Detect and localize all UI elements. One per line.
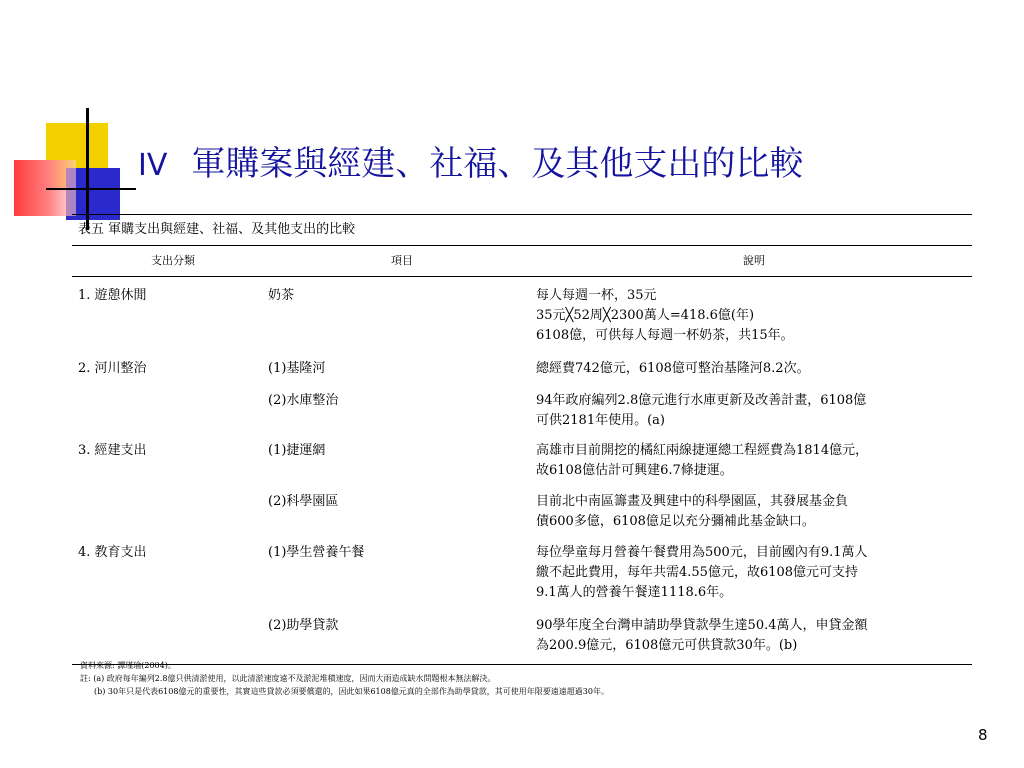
table-notes: [80, 659, 609, 698]
row-category: 4. 教育支出: [78, 545, 147, 560]
note-a: 註: (a) 政府每年編列2.8億只供清淤使用，以此清淤速度遠不及淤泥堆積速度，因而大雨造成缺水問題根本無法解決。: [80, 674, 496, 683]
row-item: (1)基隆河: [268, 361, 326, 376]
title-numeral: IV: [138, 148, 168, 183]
table-row: [72, 543, 972, 603]
row-description: 每人每週一杯，35元 35元╳52周╳2300萬人=418.6億(年) 6108億，可供每人每週一杯奶茶，共15年。: [536, 288, 794, 343]
table-row: [72, 616, 972, 656]
row-description: 94年政府編列2.8億元進行水庫更新及改善計畫，6108億 可供2181年使用。(a): [536, 393, 867, 428]
header-description: 說明: [743, 254, 765, 267]
note-source: 資料來源: 譚瑾瑜(2004)。: [80, 661, 176, 670]
note-b: (b) 30年只是代表6108億元的重要性，其實這些貸款必須要償還的，因此如果6108億元真的全部作為助學貸款，其可使用年限要遠遠超過30年。: [94, 687, 609, 696]
table-row: [72, 441, 972, 481]
header-item: 項目: [391, 254, 413, 267]
row-item: (2)科學園區: [268, 494, 339, 509]
row-category: [72, 492, 268, 532]
row-category: [72, 391, 268, 431]
header-category: 支出分類: [151, 254, 195, 267]
row-description: 總經費742億元，6108億可整治基隆河8.2次。: [536, 361, 810, 376]
slide-title: [138, 136, 803, 185]
table-row: [72, 492, 972, 532]
row-description: 高雄市目前開挖的橘紅兩線捷運總工程經費為1814億元， 故6108億估計可興建6.7條捷運。: [536, 443, 869, 478]
row-item: (2)水庫整治: [268, 393, 339, 408]
row-description: 90學年度全台灣申請助學貸款學生達50.4萬人，申貸金額 為200.9億元，6108億元可供貸款30年。(b): [536, 618, 868, 653]
row-item: (2)助學貸款: [268, 618, 339, 633]
table-header: [72, 245, 972, 277]
table-row: [72, 391, 972, 431]
table-caption: 表五 軍購支出與經建、社福、及其他支出的比較: [78, 222, 356, 237]
row-item: (1)捷運網: [268, 443, 326, 458]
row-category: 2. 河川整治: [78, 361, 147, 376]
table-row: [72, 359, 972, 379]
decor-vertical-line: [86, 108, 89, 230]
title-text: 軍購案與經建、社福、及其他支出的比較: [191, 144, 804, 184]
decor-horizontal-line: [46, 188, 136, 190]
row-description: 每位學童每月營養午餐費用為500元，目前國內有9.1萬人 繳不起此費用，每年共需4.55億元，故6108億元可支持 9.1萬人的營養午餐達1118.6年。: [536, 545, 868, 600]
table-body: [72, 277, 972, 664]
table-row: [72, 286, 972, 346]
row-item: 奶茶: [268, 288, 295, 303]
row-item: (1)學生營養午餐: [268, 545, 365, 560]
row-description: 目前北中南區籌畫及興建中的科學園區，其發展基金負 債600多億，6108億足以充分彌補此基金缺口。: [536, 494, 849, 529]
row-category: 3. 經建支出: [78, 443, 147, 458]
row-category: [72, 616, 268, 656]
row-category: 1. 遊憩休閒: [78, 288, 147, 303]
page-number: 8: [978, 726, 988, 744]
comparison-table: [72, 214, 972, 665]
